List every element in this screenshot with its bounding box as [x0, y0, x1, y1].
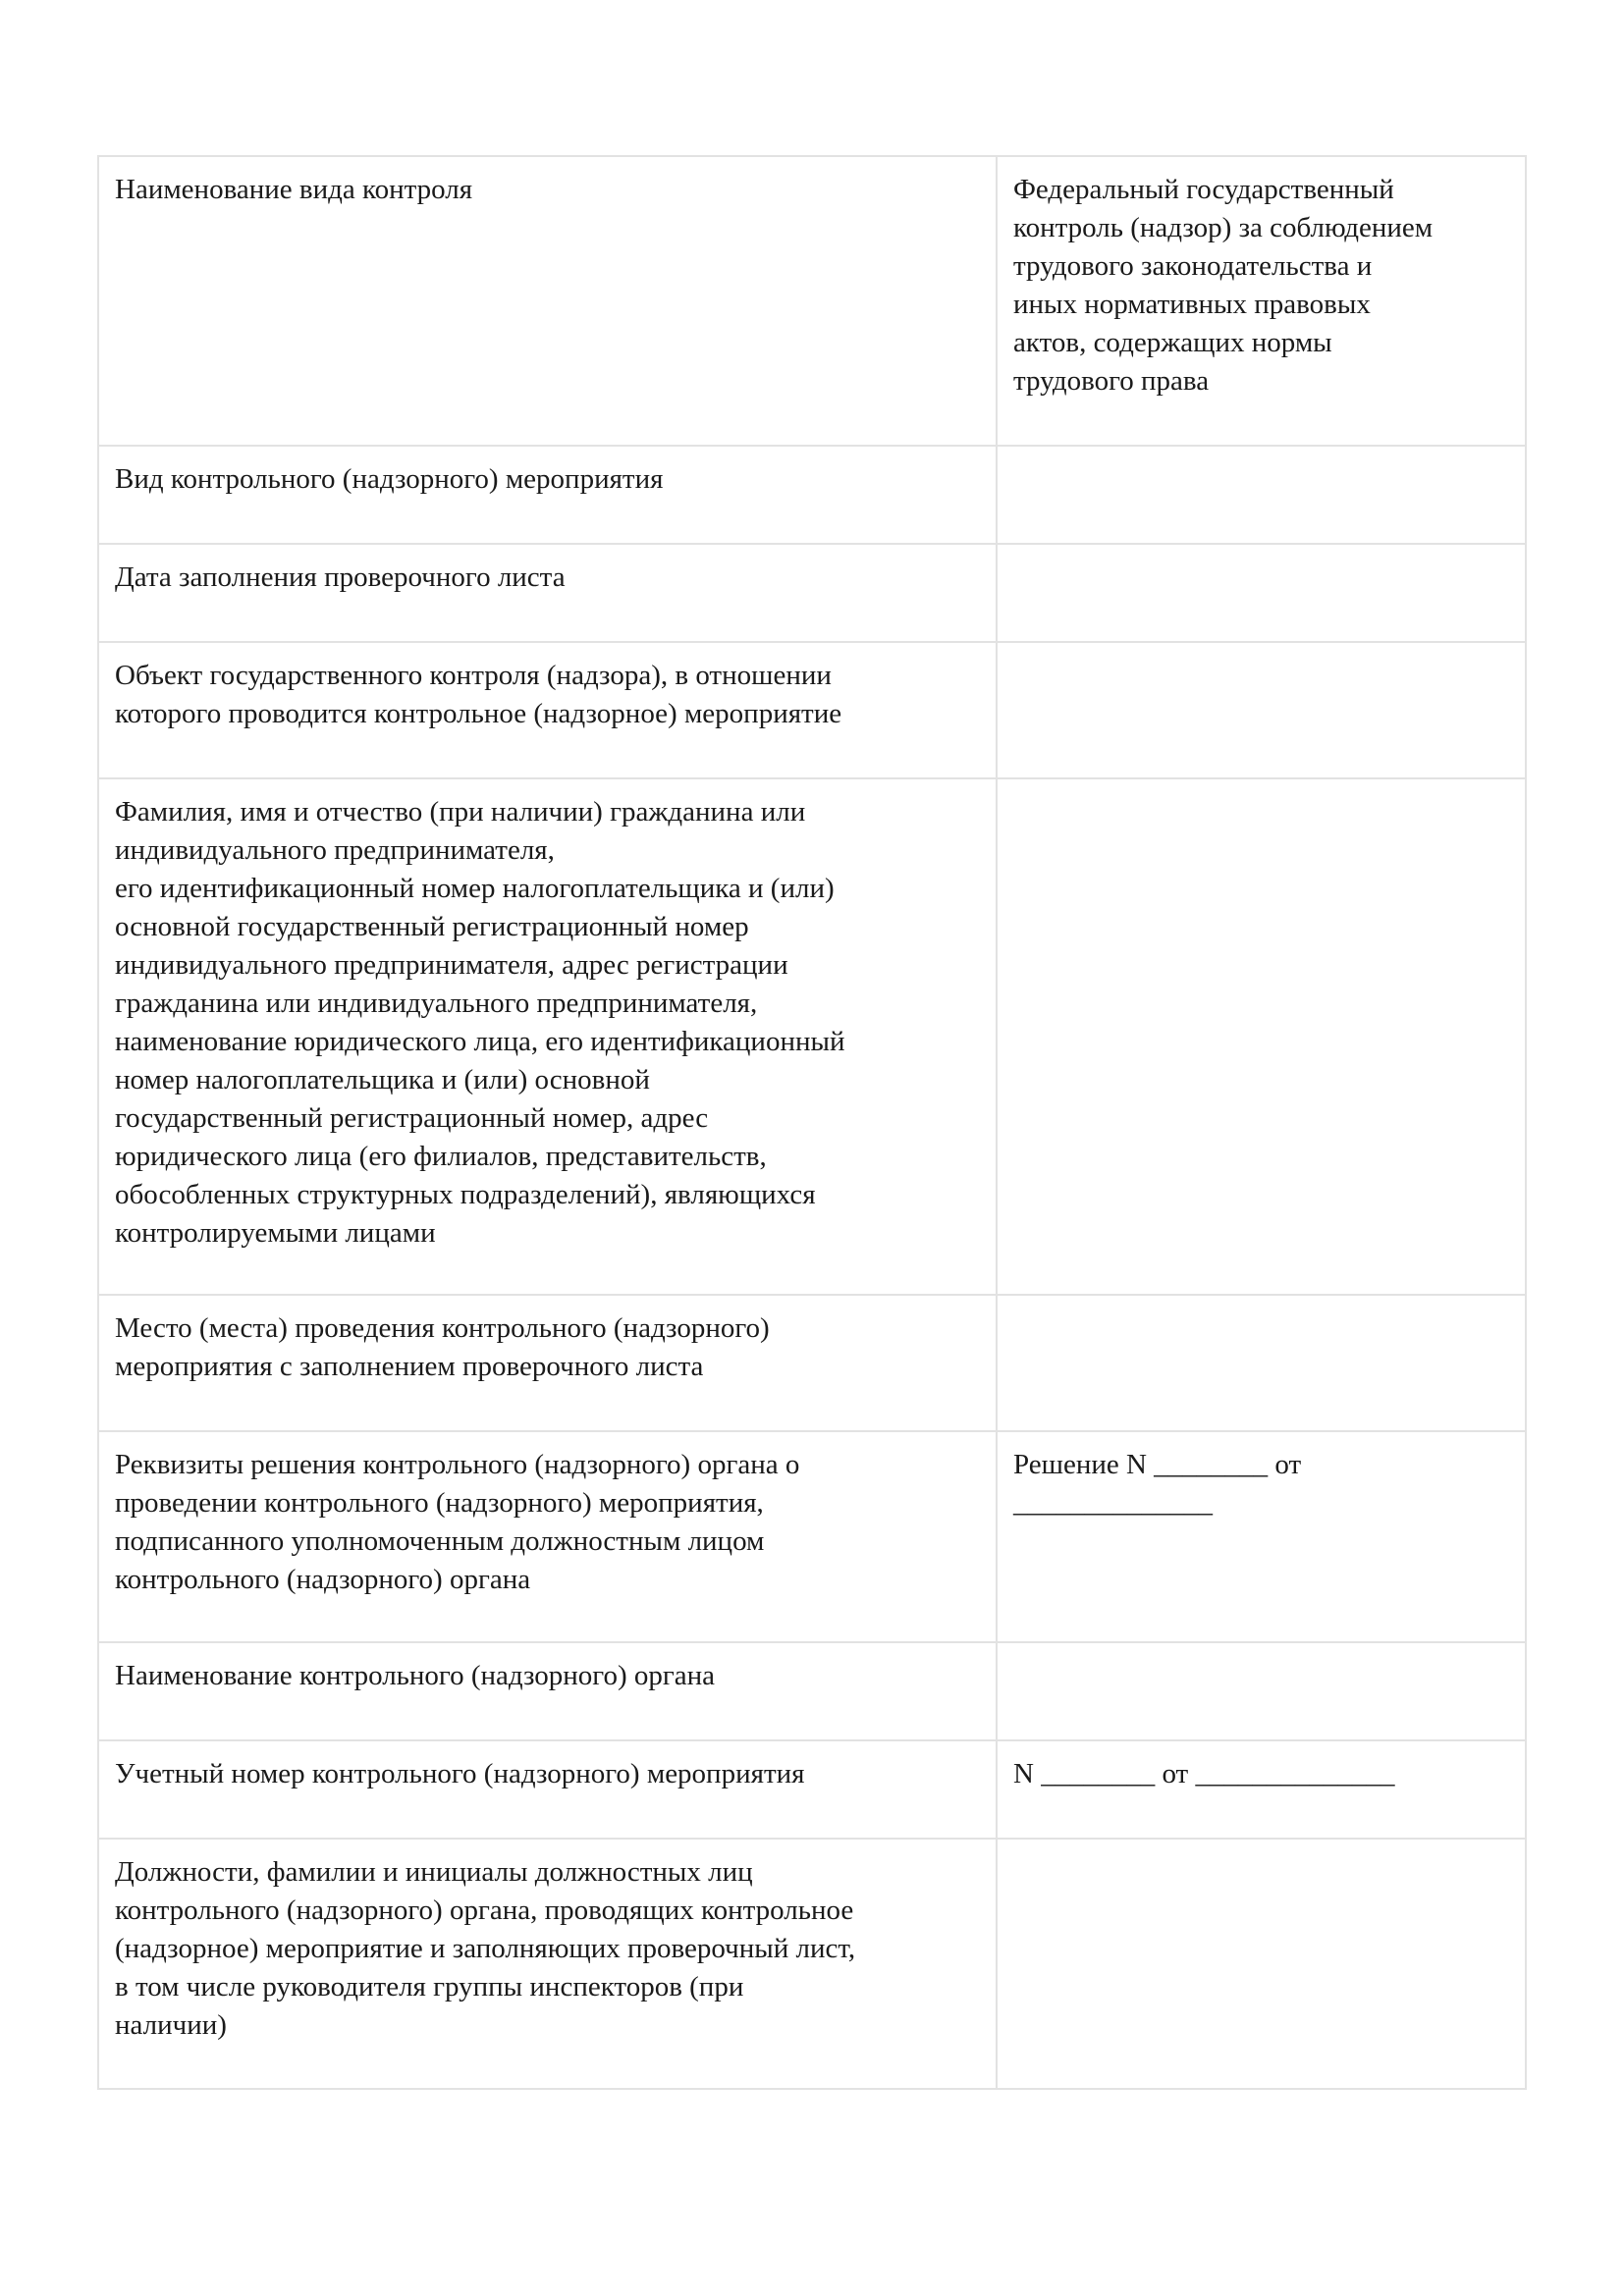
table-row	[98, 1431, 1526, 1642]
controlled-person-label: Фамилия, имя и отчество (при наличии) гражданина или индивидуального предпринимателя, его идентификационный номер налогоплательщика и (или) основной государственный регистрационный номер индивидуального предпринимателя, адрес регистрации гражданина или индивидуального предпринимателя, наименование юридического лица, его идентификационный номер налогоплательщика и (или) основной государственный регистрационный номер, адрес юридического лица (его филиалов, представительств, обособленных структурных подразделений), являющихся контролируемыми лицами	[98, 778, 997, 1295]
registration-number-label: Учетный номер контрольного (надзорного) мероприятия	[98, 1740, 997, 1839]
checklist-form-table	[97, 155, 1527, 2090]
registration-number-value: N ________ от ______________	[997, 1740, 1526, 1839]
officials-value	[997, 1839, 1526, 2089]
table-row	[98, 156, 1526, 446]
table-row	[98, 1642, 1526, 1740]
table-row	[98, 1295, 1526, 1431]
controlled-person-value	[997, 778, 1526, 1295]
event-place-label: Место (места) проведения контрольного (надзорного) мероприятия с заполнением проверочного листа	[98, 1295, 997, 1431]
officials-label: Должности, фамилии и инициалы должностных лиц контрольного (надзорного) органа, проводящих контрольное (надзорное) мероприятие и заполняющих проверочный лист, в том числе руководителя группы инспекторов (при наличии)	[98, 1839, 997, 2089]
table-row	[98, 642, 1526, 778]
table-row	[98, 1740, 1526, 1839]
control-object-label: Объект государственного контроля (надзора), в отношении которого проводится контрольное (надзорное) мероприятие	[98, 642, 997, 778]
table-row	[98, 778, 1526, 1295]
authority-name-label: Наименование контрольного (надзорного) органа	[98, 1642, 997, 1740]
event-type-value	[997, 446, 1526, 544]
event-type-label: Вид контрольного (надзорного) мероприятия	[98, 446, 997, 544]
table-row	[98, 446, 1526, 544]
authority-name-value	[997, 1642, 1526, 1740]
event-place-value	[997, 1295, 1526, 1431]
control-type-label: Наименование вида контроля	[98, 156, 997, 446]
decision-details-label: Реквизиты решения контрольного (надзорного) органа о проведении контрольного (надзорного) мероприятия, подписанного уполномоченным должностным лицом контрольного (надзорного) органа	[98, 1431, 997, 1642]
decision-details-value: Решение N ________ от ______________	[997, 1431, 1526, 1642]
table-row	[98, 1839, 1526, 2089]
control-type-value: Федеральный государственный контроль (надзор) за соблюдением трудового законодательства и иных нормативных правовых актов, содержащих нормы трудового права	[997, 156, 1526, 446]
control-object-value	[997, 642, 1526, 778]
fill-date-label: Дата заполнения проверочного листа	[98, 544, 997, 642]
fill-date-value	[997, 544, 1526, 642]
table-row	[98, 544, 1526, 642]
